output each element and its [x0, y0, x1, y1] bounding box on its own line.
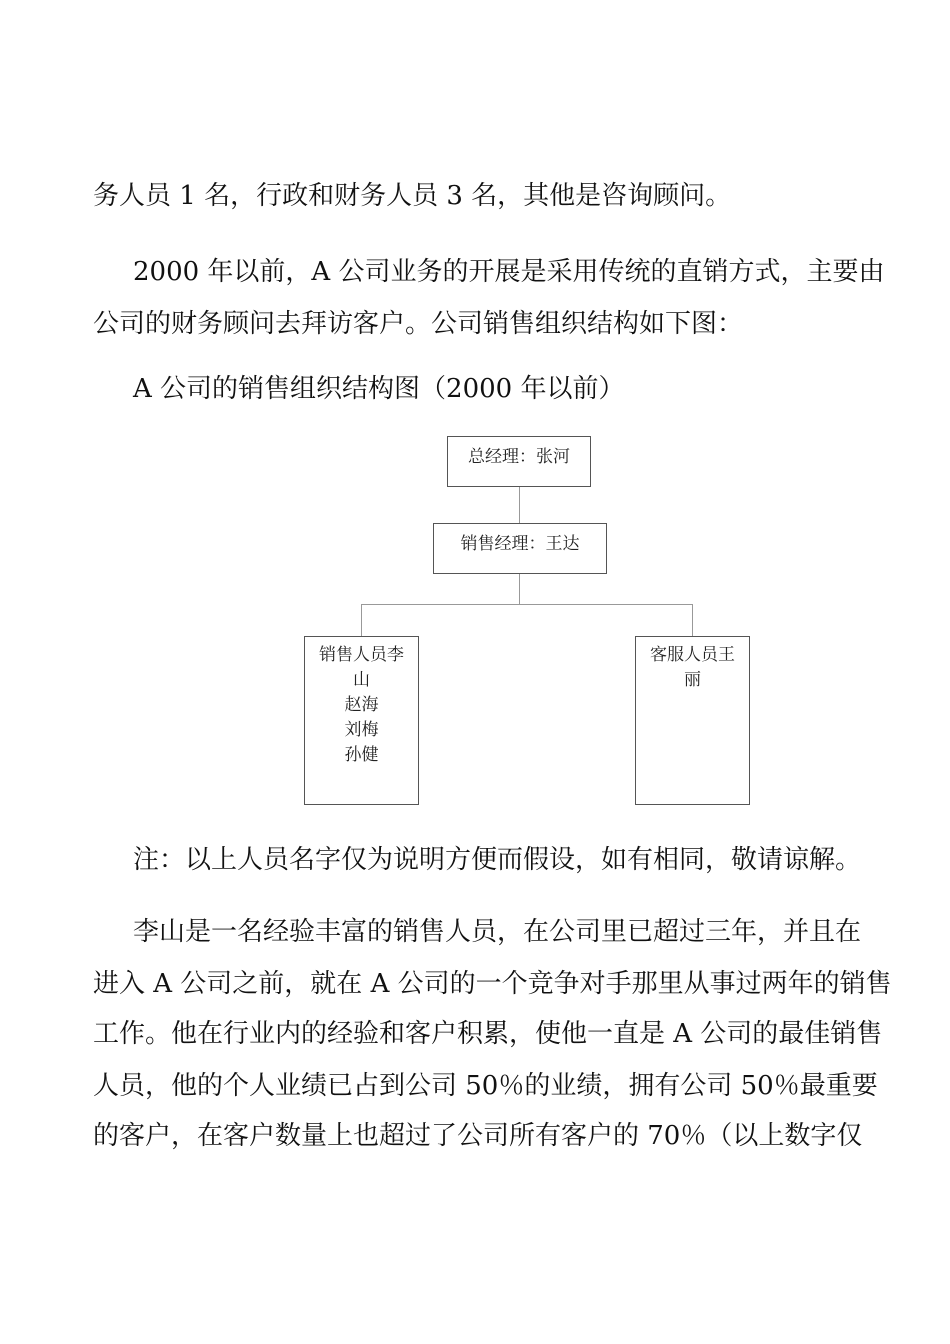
paragraph-line: 2000 年以前，A 公司业务的开展是采用传统的直销方式，主要由 — [133, 257, 885, 287]
note-line: 注：以上人员名字仅为说明方便而假设，如有相同，敬请谅解。 — [133, 845, 862, 875]
staff-name: 刘梅 — [344, 720, 379, 740]
sales-manager-box — [433, 523, 607, 574]
staff-name: 丽 — [684, 670, 701, 690]
staff-name: 客服人员王 — [650, 645, 735, 665]
general-manager-box — [447, 436, 591, 487]
connector-line — [519, 574, 520, 605]
paragraph-line: 进入 A 公司之前，就在 A 公司的一个竞争对手那里从事过两年的销售 — [93, 969, 892, 999]
general-manager-label: 总经理：张河 — [468, 447, 570, 467]
figure-caption: A 公司的销售组织结构图（2000 年以前） — [133, 374, 625, 404]
paragraph-line: 工作。他在行业内的经验和客户积累，使他一直是 A 公司的最佳销售 — [93, 1019, 883, 1049]
paragraph-line: 公司的财务顾问去拜访客户。公司销售组织结构如下图： — [93, 309, 744, 339]
staff-name: 山 — [353, 670, 370, 690]
connector-line — [519, 487, 520, 523]
paragraph-line: 李山是一名经验丰富的销售人员，在公司里已超过三年，并且在 — [133, 917, 862, 947]
sales-manager-label: 销售经理：王达 — [460, 534, 580, 554]
connector-line — [692, 604, 693, 636]
staff-name: 赵海 — [344, 695, 379, 715]
paragraph-line: 人员，他的个人业绩已占到公司 50％的业绩，拥有公司 50％最重要 — [93, 1071, 878, 1101]
service-staff-box — [635, 636, 750, 805]
connector-line — [361, 604, 362, 636]
paragraph-line: 的客户，在客户数量上也超过了公司所有客户的 70％（以上数字仅 — [93, 1121, 863, 1151]
sales-staff-box — [304, 636, 419, 805]
staff-name: 销售人员李 — [319, 645, 404, 665]
connector-line — [361, 604, 693, 605]
paragraph-line: 务人员 1 名，行政和财务人员 3 名，其他是咨询顾问。 — [93, 181, 732, 211]
staff-name: 孙健 — [344, 745, 379, 765]
